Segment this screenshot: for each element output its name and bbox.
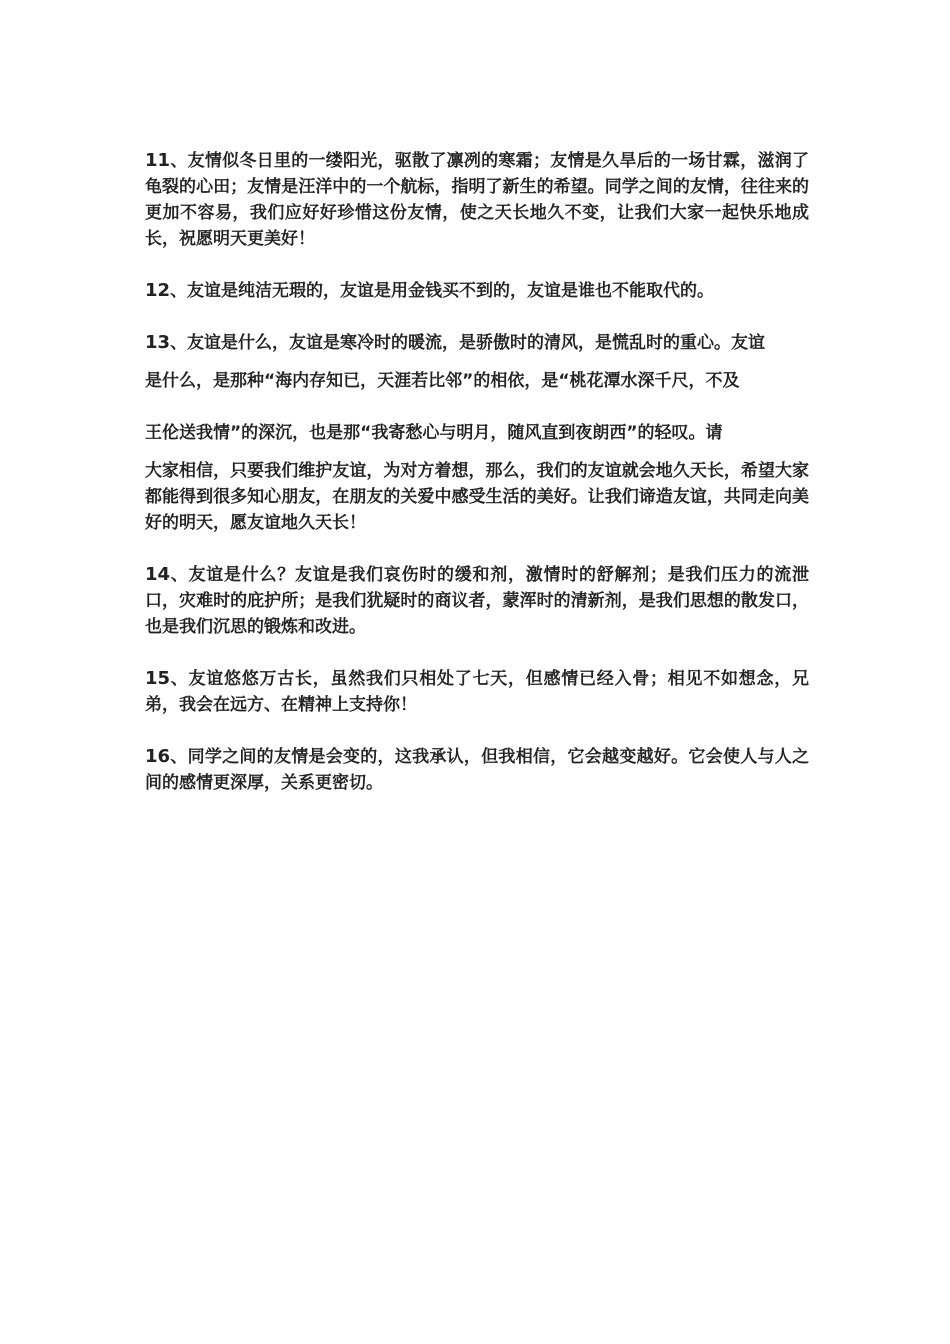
paragraph-13 (145, 330, 809, 536)
paragraph-text: 、友情似冬日里的一缕阳光，驱散了凛冽的寒霜；友情是久旱后的一场甘霖，滋润了龟裂的心田；友情是汪洋中的一个航标，指明了新生的希望。同学之间的友情，往往来的更加不容易，我们应好好珍惜这份友情，使之天长地久不变，让我们大家一起快乐地成长，祝愿明天更美好！ (145, 151, 809, 249)
paragraph-text: 是什么，是那种“海内存知已，天涯若比邻”的相依，是“桃花潭水深千尺，不及 (145, 371, 740, 391)
paragraph-number: 12 (145, 280, 171, 301)
paragraph-line (145, 330, 809, 356)
paragraph-line (145, 368, 809, 394)
paragraph-11 (145, 148, 809, 252)
paragraph-16 (145, 744, 809, 796)
document-body (145, 148, 809, 796)
paragraph-text: 、友谊是什么？友谊是我们哀伤时的缓和剂，激情时的舒解剂；是我们压力的流泄口，灾难时的庇护所；是我们犹疑时的商议者，蒙浑时的清新剂，是我们思想的散发口，也是我们沉思的锻炼和改进。 (145, 565, 809, 637)
paragraph-line (145, 458, 809, 536)
paragraph-14 (145, 562, 809, 640)
paragraph-text: 、友谊是什么，友谊是寒冷时的暖流，是骄傲时的清风，是慌乱时的重心。友谊 (170, 333, 766, 353)
paragraph-text: 大家相信，只要我们维护友谊，为对方着想，那么，我们的友谊就会地久天长，希望大家都能得到很多知心朋友，在朋友的关爱中感受生活的美好。让我们谛造友谊，共同走向美好的明天，愿友谊地久天长！ (145, 461, 809, 533)
paragraph-number: 11 (145, 150, 171, 171)
paragraph-text: 、同学之间的友情是会变的，这我承认，但我相信，它会越变越好。它会使人与人之间的感情更深厚，关系更密切。 (145, 747, 809, 793)
paragraph-number: 15 (145, 668, 171, 689)
paragraph-line (145, 420, 809, 446)
paragraph-15 (145, 666, 809, 718)
paragraph-12 (145, 278, 809, 304)
paragraph-text: 、友谊是纯洁无瑕的，友谊是用金钱买不到的，友谊是谁也不能取代的。 (170, 281, 715, 301)
paragraph-text: 、友谊悠悠万古长，虽然我们只相处了七天，但感情已经入骨；相见不如想念，兄弟，我会在远方、在精神上支持你！ (145, 669, 809, 715)
paragraph-number: 14 (145, 564, 171, 585)
paragraph-number: 16 (145, 746, 171, 767)
paragraph-text: 王伦送我情”的深沉，也是那“我寄愁心与明月，随风直到夜朗西”的轻叹。请 (145, 423, 723, 443)
paragraph-number: 13 (145, 332, 171, 353)
